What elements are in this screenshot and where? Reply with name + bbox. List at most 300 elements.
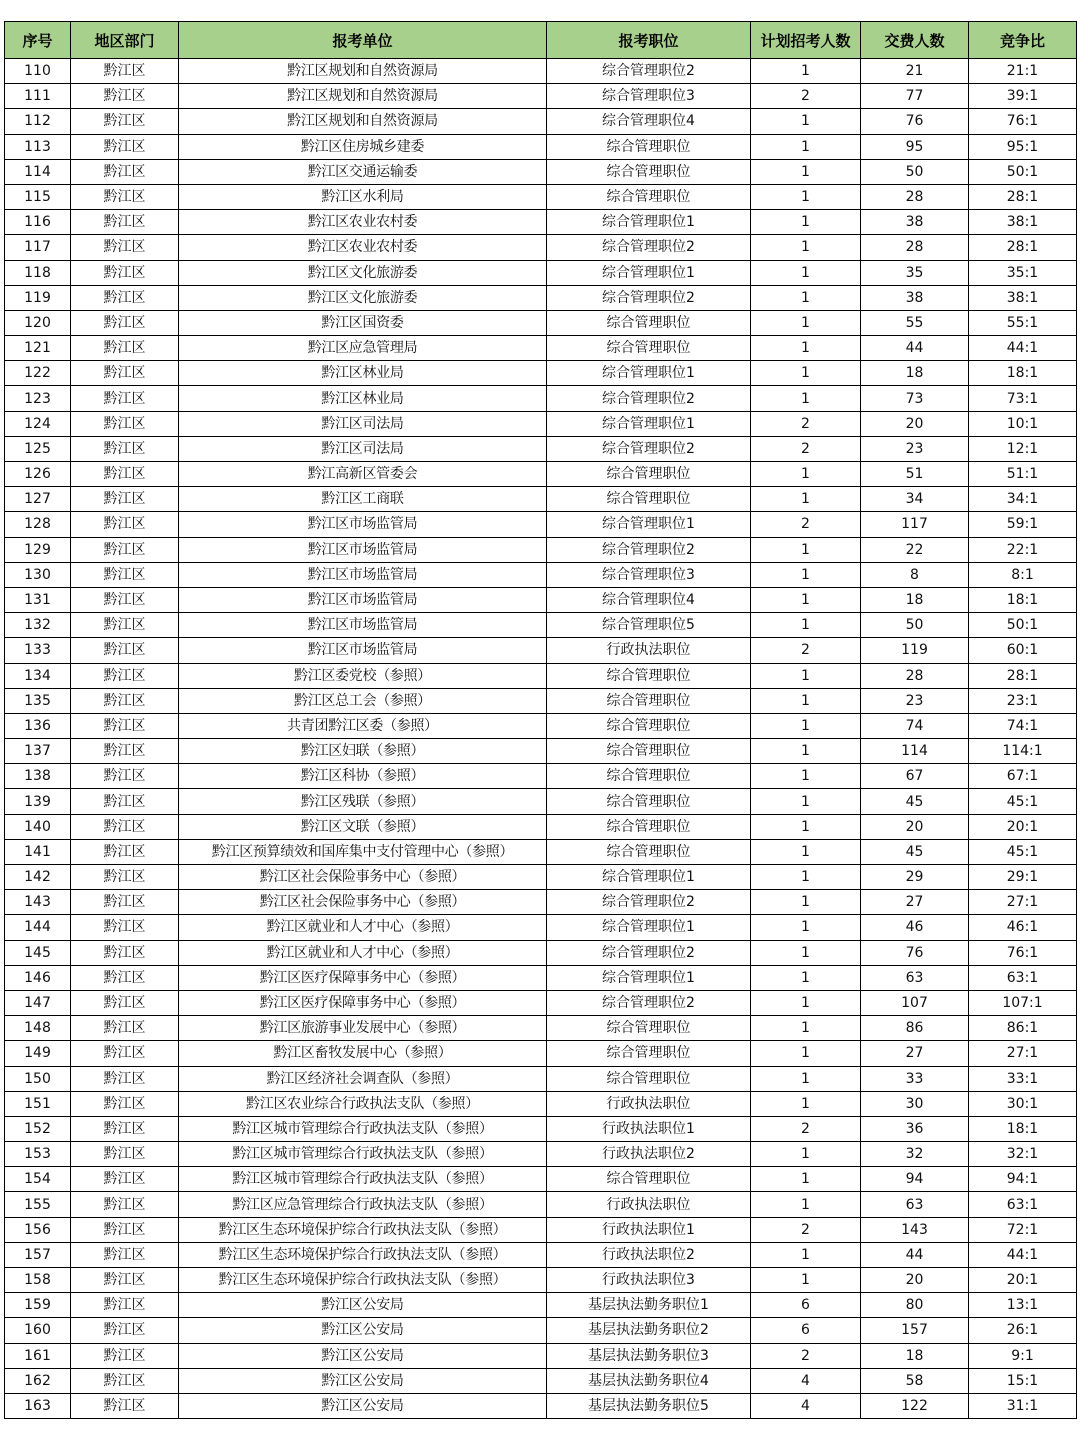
cell-position: 行政执法职位 [547, 638, 751, 663]
cell-planned-count: 1 [751, 990, 861, 1015]
cell-planned-count: 1 [751, 965, 861, 990]
cell-ratio: 8:1 [969, 562, 1077, 587]
cell-ratio: 28:1 [969, 235, 1077, 260]
cell-ratio: 44:1 [969, 336, 1077, 361]
cell-position: 综合管理职位2 [547, 537, 751, 562]
table-row [5, 990, 1077, 1015]
table-row [5, 1192, 1077, 1217]
cell-unit: 黔江区市场监管局 [179, 537, 547, 562]
cell-planned-count: 2 [751, 436, 861, 461]
cell-position: 综合管理职位1 [547, 965, 751, 990]
cell-ratio: 29:1 [969, 865, 1077, 890]
table-row [5, 1116, 1077, 1141]
cell-position: 综合管理职位5 [547, 613, 751, 638]
cell-position: 综合管理职位 [547, 134, 751, 159]
cell-ratio: 18:1 [969, 1116, 1077, 1141]
table-row [5, 436, 1077, 461]
cell-region: 黔江区 [71, 487, 179, 512]
cell-paid-count: 45 [861, 839, 969, 864]
cell-paid-count: 38 [861, 210, 969, 235]
cell-planned-count: 1 [751, 839, 861, 864]
cell-unit: 黔江区生态环境保护综合行政执法支队（参照） [179, 1268, 547, 1293]
cell-region: 黔江区 [71, 336, 179, 361]
cell-paid-count: 51 [861, 462, 969, 487]
cell-unit: 黔江区生态环境保护综合行政执法支队（参照） [179, 1217, 547, 1242]
table-row [5, 59, 1077, 84]
cell-region: 黔江区 [71, 1167, 179, 1192]
cell-planned-count: 1 [751, 59, 861, 84]
cell-planned-count: 1 [751, 462, 861, 487]
cell-region: 黔江区 [71, 1268, 179, 1293]
cell-seq: 119 [5, 285, 71, 310]
table-row [5, 184, 1077, 209]
cell-ratio: 30:1 [969, 1091, 1077, 1116]
cell-seq: 118 [5, 260, 71, 285]
cell-paid-count: 38 [861, 285, 969, 310]
cell-unit: 黔江区旅游事业发展中心（参照） [179, 1016, 547, 1041]
table-row [5, 789, 1077, 814]
cell-seq: 120 [5, 310, 71, 335]
cell-seq: 128 [5, 512, 71, 537]
cell-ratio: 10:1 [969, 411, 1077, 436]
cell-seq: 149 [5, 1041, 71, 1066]
table-row [5, 915, 1077, 940]
cell-position: 行政执法职位1 [547, 1217, 751, 1242]
cell-seq: 122 [5, 361, 71, 386]
cell-position: 综合管理职位 [547, 1167, 751, 1192]
cell-seq: 158 [5, 1268, 71, 1293]
cell-ratio: 67:1 [969, 764, 1077, 789]
table-row [5, 965, 1077, 990]
cell-planned-count: 1 [751, 537, 861, 562]
cell-region: 黔江区 [71, 839, 179, 864]
cell-paid-count: 76 [861, 940, 969, 965]
cell-planned-count: 1 [751, 134, 861, 159]
cell-region: 黔江区 [71, 688, 179, 713]
cell-planned-count: 1 [751, 109, 861, 134]
cell-region: 黔江区 [71, 865, 179, 890]
table-row [5, 1041, 1077, 1066]
cell-planned-count: 1 [751, 562, 861, 587]
cell-ratio: 26:1 [969, 1318, 1077, 1343]
cell-position: 综合管理职位3 [547, 562, 751, 587]
cell-paid-count: 74 [861, 713, 969, 738]
cell-paid-count: 114 [861, 739, 969, 764]
cell-seq: 114 [5, 159, 71, 184]
cell-seq: 137 [5, 739, 71, 764]
cell-planned-count: 2 [751, 1116, 861, 1141]
cell-unit: 黔江区市场监管局 [179, 638, 547, 663]
cell-region: 黔江区 [71, 462, 179, 487]
cell-position: 综合管理职位 [547, 839, 751, 864]
cell-region: 黔江区 [71, 764, 179, 789]
table-row [5, 1318, 1077, 1343]
cell-seq: 125 [5, 436, 71, 461]
cell-unit: 黔江区规划和自然资源局 [179, 84, 547, 109]
cell-seq: 126 [5, 462, 71, 487]
cell-paid-count: 32 [861, 1142, 969, 1167]
cell-ratio: 23:1 [969, 688, 1077, 713]
cell-ratio: 95:1 [969, 134, 1077, 159]
cell-planned-count: 2 [751, 84, 861, 109]
cell-ratio: 32:1 [969, 1142, 1077, 1167]
cell-unit: 黔江区农业农村委 [179, 235, 547, 260]
cell-ratio: 86:1 [969, 1016, 1077, 1041]
cell-unit: 黔江区市场监管局 [179, 512, 547, 537]
cell-position: 综合管理职位 [547, 764, 751, 789]
cell-region: 黔江区 [71, 1217, 179, 1242]
cell-paid-count: 119 [861, 638, 969, 663]
table-row [5, 1343, 1077, 1368]
cell-planned-count: 1 [751, 1268, 861, 1293]
cell-unit: 黔江区公安局 [179, 1368, 547, 1393]
table-row [5, 1293, 1077, 1318]
cell-position: 综合管理职位1 [547, 865, 751, 890]
table-row [5, 260, 1077, 285]
table-row [5, 1066, 1077, 1091]
cell-ratio: 27:1 [969, 890, 1077, 915]
cell-ratio: 28:1 [969, 663, 1077, 688]
cell-planned-count: 1 [751, 613, 861, 638]
table-row [5, 663, 1077, 688]
cell-paid-count: 20 [861, 814, 969, 839]
cell-position: 基层执法勤务职位1 [547, 1293, 751, 1318]
cell-region: 黔江区 [71, 713, 179, 738]
cell-unit: 黔江区社会保险事务中心（参照） [179, 890, 547, 915]
cell-seq: 121 [5, 336, 71, 361]
cell-planned-count: 1 [751, 235, 861, 260]
cell-region: 黔江区 [71, 184, 179, 209]
cell-unit: 黔江区林业局 [179, 386, 547, 411]
cell-planned-count: 1 [751, 890, 861, 915]
cell-seq: 132 [5, 613, 71, 638]
cell-ratio: 73:1 [969, 386, 1077, 411]
table-row [5, 865, 1077, 890]
cell-ratio: 45:1 [969, 789, 1077, 814]
cell-seq: 129 [5, 537, 71, 562]
cell-planned-count: 1 [751, 688, 861, 713]
cell-ratio: 21:1 [969, 59, 1077, 84]
cell-position: 综合管理职位 [547, 713, 751, 738]
cell-region: 黔江区 [71, 59, 179, 84]
cell-paid-count: 36 [861, 1116, 969, 1141]
table-row [5, 814, 1077, 839]
cell-seq: 162 [5, 1368, 71, 1393]
cell-ratio: 18:1 [969, 361, 1077, 386]
cell-position: 综合管理职位2 [547, 59, 751, 84]
cell-region: 黔江区 [71, 1318, 179, 1343]
cell-paid-count: 50 [861, 159, 969, 184]
cell-region: 黔江区 [71, 235, 179, 260]
cell-unit: 黔江区经济社会调查队（参照） [179, 1066, 547, 1091]
cell-unit: 黔江区公安局 [179, 1318, 547, 1343]
cell-paid-count: 67 [861, 764, 969, 789]
cell-position: 综合管理职位4 [547, 109, 751, 134]
table-row [5, 1268, 1077, 1293]
table-row [5, 739, 1077, 764]
cell-seq: 113 [5, 134, 71, 159]
cell-unit: 黔江区国资委 [179, 310, 547, 335]
cell-position: 行政执法职位1 [547, 1116, 751, 1141]
cell-position: 综合管理职位1 [547, 210, 751, 235]
cell-ratio: 33:1 [969, 1066, 1077, 1091]
cell-position: 综合管理职位2 [547, 436, 751, 461]
cell-seq: 150 [5, 1066, 71, 1091]
cell-unit: 黔江区公安局 [179, 1293, 547, 1318]
cell-seq: 151 [5, 1091, 71, 1116]
cell-ratio: 107:1 [969, 990, 1077, 1015]
cell-paid-count: 18 [861, 1343, 969, 1368]
table-row [5, 587, 1077, 612]
cell-region: 黔江区 [71, 663, 179, 688]
header-ratio: 竞争比 [969, 22, 1077, 59]
cell-region: 黔江区 [71, 411, 179, 436]
cell-unit: 黔江区工商联 [179, 487, 547, 512]
cell-planned-count: 1 [751, 487, 861, 512]
table-row [5, 84, 1077, 109]
table-row [5, 713, 1077, 738]
table-row [5, 411, 1077, 436]
cell-ratio: 9:1 [969, 1343, 1077, 1368]
cell-position: 综合管理职位 [547, 184, 751, 209]
table-row [5, 839, 1077, 864]
header-seq: 序号 [5, 22, 71, 59]
cell-position: 综合管理职位1 [547, 411, 751, 436]
cell-ratio: 50:1 [969, 613, 1077, 638]
cell-planned-count: 1 [751, 764, 861, 789]
cell-ratio: 74:1 [969, 713, 1077, 738]
table-row [5, 1242, 1077, 1267]
cell-unit: 黔江高新区管委会 [179, 462, 547, 487]
cell-ratio: 38:1 [969, 285, 1077, 310]
cell-unit: 黔江区医疗保障事务中心（参照） [179, 965, 547, 990]
cell-paid-count: 122 [861, 1393, 969, 1418]
cell-ratio: 60:1 [969, 638, 1077, 663]
cell-position: 综合管理职位1 [547, 361, 751, 386]
cell-region: 黔江区 [71, 1116, 179, 1141]
cell-unit: 黔江区林业局 [179, 361, 547, 386]
cell-paid-count: 50 [861, 613, 969, 638]
cell-unit: 黔江区公安局 [179, 1343, 547, 1368]
cell-planned-count: 6 [751, 1293, 861, 1318]
cell-position: 综合管理职位2 [547, 940, 751, 965]
cell-planned-count: 1 [751, 739, 861, 764]
cell-region: 黔江区 [71, 260, 179, 285]
cell-unit: 黔江区生态环境保护综合行政执法支队（参照） [179, 1242, 547, 1267]
cell-position: 综合管理职位2 [547, 235, 751, 260]
cell-paid-count: 143 [861, 1217, 969, 1242]
cell-position: 行政执法职位3 [547, 1268, 751, 1293]
cell-paid-count: 29 [861, 865, 969, 890]
cell-paid-count: 35 [861, 260, 969, 285]
table-row [5, 159, 1077, 184]
cell-region: 黔江区 [71, 436, 179, 461]
cell-planned-count: 1 [751, 663, 861, 688]
table-row [5, 1217, 1077, 1242]
cell-seq: 148 [5, 1016, 71, 1041]
cell-region: 黔江区 [71, 562, 179, 587]
cell-paid-count: 107 [861, 990, 969, 1015]
cell-paid-count: 23 [861, 436, 969, 461]
cell-position: 综合管理职位 [547, 1066, 751, 1091]
cell-planned-count: 1 [751, 814, 861, 839]
cell-seq: 123 [5, 386, 71, 411]
cell-unit: 黔江区公安局 [179, 1393, 547, 1418]
cell-position: 综合管理职位2 [547, 990, 751, 1015]
cell-position: 综合管理职位1 [547, 260, 751, 285]
cell-position: 基层执法勤务职位4 [547, 1368, 751, 1393]
cell-seq: 161 [5, 1343, 71, 1368]
cell-unit: 黔江区就业和人才中心（参照） [179, 915, 547, 940]
cell-unit: 黔江区文联（参照） [179, 814, 547, 839]
table-row [5, 462, 1077, 487]
cell-ratio: 35:1 [969, 260, 1077, 285]
cell-unit: 黔江区住房城乡建委 [179, 134, 547, 159]
cell-planned-count: 1 [751, 310, 861, 335]
table-row [5, 109, 1077, 134]
cell-planned-count: 4 [751, 1393, 861, 1418]
cell-unit: 黔江区预算绩效和国库集中支付管理中心（参照） [179, 839, 547, 864]
cell-unit: 黔江区就业和人才中心（参照） [179, 940, 547, 965]
cell-seq: 156 [5, 1217, 71, 1242]
cell-seq: 131 [5, 587, 71, 612]
table-row [5, 764, 1077, 789]
cell-seq: 124 [5, 411, 71, 436]
cell-unit: 黔江区总工会（参照） [179, 688, 547, 713]
cell-seq: 134 [5, 663, 71, 688]
cell-ratio: 114:1 [969, 739, 1077, 764]
cell-unit: 黔江区司法局 [179, 411, 547, 436]
cell-paid-count: 30 [861, 1091, 969, 1116]
cell-paid-count: 86 [861, 1016, 969, 1041]
cell-region: 黔江区 [71, 1393, 179, 1418]
table-row [5, 890, 1077, 915]
registration-table-sheet [4, 21, 1076, 1419]
cell-seq: 127 [5, 487, 71, 512]
cell-unit: 黔江区城市管理综合行政执法支队（参照） [179, 1142, 547, 1167]
cell-paid-count: 28 [861, 235, 969, 260]
cell-planned-count: 1 [751, 260, 861, 285]
cell-region: 黔江区 [71, 739, 179, 764]
cell-seq: 110 [5, 59, 71, 84]
header-position: 报考职位 [547, 22, 751, 59]
table-row [5, 1393, 1077, 1418]
cell-paid-count: 44 [861, 1242, 969, 1267]
cell-unit: 黔江区委党校（参照） [179, 663, 547, 688]
cell-planned-count: 1 [751, 587, 861, 612]
cell-ratio: 20:1 [969, 814, 1077, 839]
cell-ratio: 63:1 [969, 965, 1077, 990]
cell-position: 综合管理职位2 [547, 386, 751, 411]
cell-planned-count: 1 [751, 361, 861, 386]
cell-position: 综合管理职位4 [547, 587, 751, 612]
cell-region: 黔江区 [71, 1041, 179, 1066]
cell-position: 综合管理职位 [547, 1041, 751, 1066]
cell-region: 黔江区 [71, 1142, 179, 1167]
table-row [5, 537, 1077, 562]
cell-position: 综合管理职位1 [547, 512, 751, 537]
cell-unit: 黔江区文化旅游委 [179, 260, 547, 285]
cell-unit: 黔江区城市管理综合行政执法支队（参照） [179, 1167, 547, 1192]
table-row [5, 940, 1077, 965]
cell-seq: 157 [5, 1242, 71, 1267]
cell-region: 黔江区 [71, 537, 179, 562]
cell-seq: 116 [5, 210, 71, 235]
cell-unit: 黔江区农业综合行政执法支队（参照） [179, 1091, 547, 1116]
cell-position: 行政执法职位2 [547, 1142, 751, 1167]
cell-position: 综合管理职位 [547, 336, 751, 361]
cell-paid-count: 95 [861, 134, 969, 159]
cell-region: 黔江区 [71, 1368, 179, 1393]
table-row [5, 1368, 1077, 1393]
cell-ratio: 76:1 [969, 940, 1077, 965]
header-paid-count: 交费人数 [861, 22, 969, 59]
cell-planned-count: 1 [751, 713, 861, 738]
cell-seq: 154 [5, 1167, 71, 1192]
cell-planned-count: 4 [751, 1368, 861, 1393]
cell-position: 综合管理职位 [547, 462, 751, 487]
cell-planned-count: 6 [751, 1318, 861, 1343]
cell-seq: 115 [5, 184, 71, 209]
cell-paid-count: 58 [861, 1368, 969, 1393]
cell-position: 基层执法勤务职位3 [547, 1343, 751, 1368]
cell-paid-count: 21 [861, 59, 969, 84]
cell-unit: 黔江区司法局 [179, 436, 547, 461]
header-region: 地区部门 [71, 22, 179, 59]
cell-position: 综合管理职位 [547, 310, 751, 335]
cell-position: 综合管理职位 [547, 663, 751, 688]
cell-planned-count: 2 [751, 1217, 861, 1242]
cell-planned-count: 1 [751, 1167, 861, 1192]
cell-paid-count: 55 [861, 310, 969, 335]
cell-ratio: 72:1 [969, 1217, 1077, 1242]
cell-region: 黔江区 [71, 285, 179, 310]
cell-position: 综合管理职位1 [547, 915, 751, 940]
cell-seq: 136 [5, 713, 71, 738]
cell-region: 黔江区 [71, 1343, 179, 1368]
cell-planned-count: 1 [751, 1066, 861, 1091]
cell-unit: 黔江区规划和自然资源局 [179, 59, 547, 84]
cell-unit: 黔江区应急管理综合行政执法支队（参照） [179, 1192, 547, 1217]
table-row [5, 210, 1077, 235]
cell-region: 黔江区 [71, 310, 179, 335]
table-row [5, 285, 1077, 310]
cell-region: 黔江区 [71, 940, 179, 965]
cell-seq: 139 [5, 789, 71, 814]
cell-region: 黔江区 [71, 915, 179, 940]
cell-region: 黔江区 [71, 1091, 179, 1116]
table-row [5, 613, 1077, 638]
cell-paid-count: 20 [861, 1268, 969, 1293]
cell-ratio: 63:1 [969, 1192, 1077, 1217]
table-row [5, 562, 1077, 587]
cell-paid-count: 77 [861, 84, 969, 109]
cell-unit: 黔江区文化旅游委 [179, 285, 547, 310]
cell-unit: 黔江区残联（参照） [179, 789, 547, 814]
cell-planned-count: 2 [751, 411, 861, 436]
cell-paid-count: 23 [861, 688, 969, 713]
cell-paid-count: 22 [861, 537, 969, 562]
table-row [5, 1142, 1077, 1167]
header-row [5, 22, 1077, 59]
cell-region: 黔江区 [71, 210, 179, 235]
cell-region: 黔江区 [71, 1192, 179, 1217]
cell-seq: 144 [5, 915, 71, 940]
cell-region: 黔江区 [71, 1066, 179, 1091]
cell-seq: 146 [5, 965, 71, 990]
cell-planned-count: 1 [751, 1142, 861, 1167]
cell-paid-count: 28 [861, 663, 969, 688]
